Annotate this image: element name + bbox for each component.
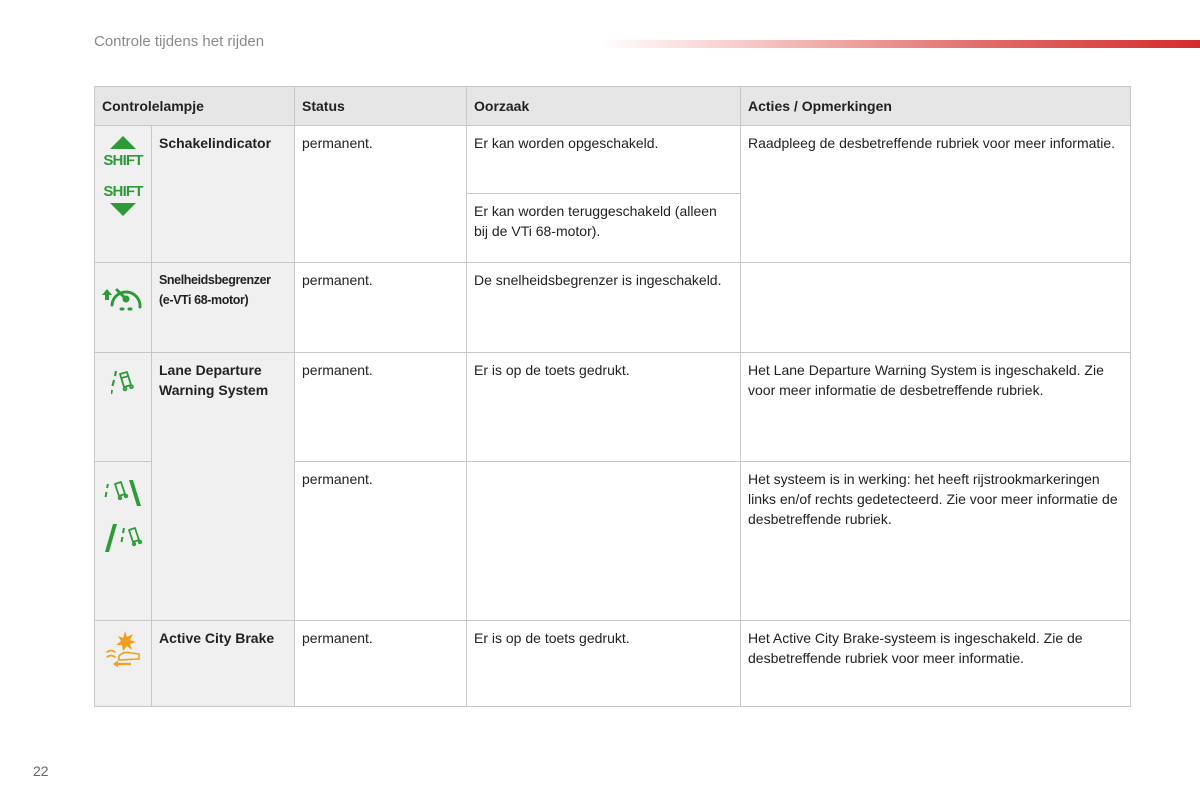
active-city-brake-cause: Er is op de toets gedrukt. (467, 621, 741, 707)
lane-markings-icon-cell (95, 462, 152, 621)
shift-down-label: SHIFT (103, 183, 143, 200)
lane-departure-name: Lane Departure Warning System (152, 353, 295, 621)
active-city-brake-actions: Het Active City Brake-systeem is ingeschakeld. Zie de desbetreffende rubriek voor meer informatie. (741, 621, 1131, 707)
speed-limiter-icon (100, 279, 146, 315)
active-city-brake-icon (103, 629, 143, 669)
speed-limiter-cause: De snelheidsbegrenzer is ingeschakeld. (467, 263, 741, 353)
shift-indicator-name: Schakelindicator (152, 126, 295, 263)
arrow-up-icon (110, 136, 136, 149)
col-header-oorzaak: Oorzaak (467, 87, 741, 126)
lane-markings-actions: Het systeem is in werking: het heeft rijstrookmarkeringen links en/of rechts gedetecteerd. Zie voor meer informatie de desbetreffende rubriek. (741, 462, 1131, 621)
page-header-title: Controle tijdens het rijden (94, 33, 265, 50)
lane-marking-right-icon (103, 478, 143, 508)
shift-indicator-cause-up: Er kan worden opgeschakeld. (467, 126, 741, 194)
active-city-brake-icon-cell (95, 621, 152, 707)
table-header-row (95, 87, 1131, 126)
shift-indicator-actions: Raadpleeg de desbetreffende rubriek voor meer informatie. (741, 126, 1131, 263)
table-row (95, 621, 1131, 707)
shift-indicator-cause-down: Er kan worden teruggeschakeld (alleen bij de VTi 68-motor). (467, 194, 741, 263)
lane-departure-icon-cell (95, 353, 152, 462)
arrow-down-icon (110, 203, 136, 216)
active-city-brake-status: permanent. (295, 621, 467, 707)
table-row (95, 126, 1131, 194)
table-row (95, 263, 1131, 353)
shift-up-down-icon (95, 136, 151, 216)
lane-markings-status: permanent. (295, 462, 467, 621)
page-number: 22 (33, 763, 49, 779)
lane-departure-icon (111, 367, 135, 395)
col-header-acties: Acties / Opmerkingen (741, 87, 1131, 126)
lane-departure-status: permanent. (295, 353, 467, 462)
lane-marking-left-icon (103, 522, 143, 554)
header-accent-bar (600, 40, 1200, 48)
warning-lights-table (94, 86, 1131, 707)
speed-limiter-status: permanent. (295, 263, 467, 353)
shift-indicator-icon-cell (95, 126, 152, 263)
col-header-status: Status (295, 87, 467, 126)
shift-up-label: SHIFT (103, 152, 143, 169)
speed-limiter-actions (741, 263, 1131, 353)
col-header-controlelampje: Controlelampje (95, 87, 295, 126)
table-row (95, 353, 1131, 462)
speed-limiter-name (152, 263, 295, 353)
lane-markings-cause (467, 462, 741, 621)
lane-departure-actions: Het Lane Departure Warning System is ingeschakeld. Zie voor meer informatie de desbetreffende rubriek. (741, 353, 1131, 462)
shift-indicator-status: permanent. (295, 126, 467, 263)
speed-limiter-name-line1: Snelheidsbegrenzer (159, 273, 271, 287)
active-city-brake-name: Active City Brake (152, 621, 295, 707)
speed-limiter-name-line2: (e-VTi 68-motor) (159, 293, 249, 307)
speed-limiter-icon-cell (95, 263, 152, 353)
lane-departure-cause: Er is op de toets gedrukt. (467, 353, 741, 462)
